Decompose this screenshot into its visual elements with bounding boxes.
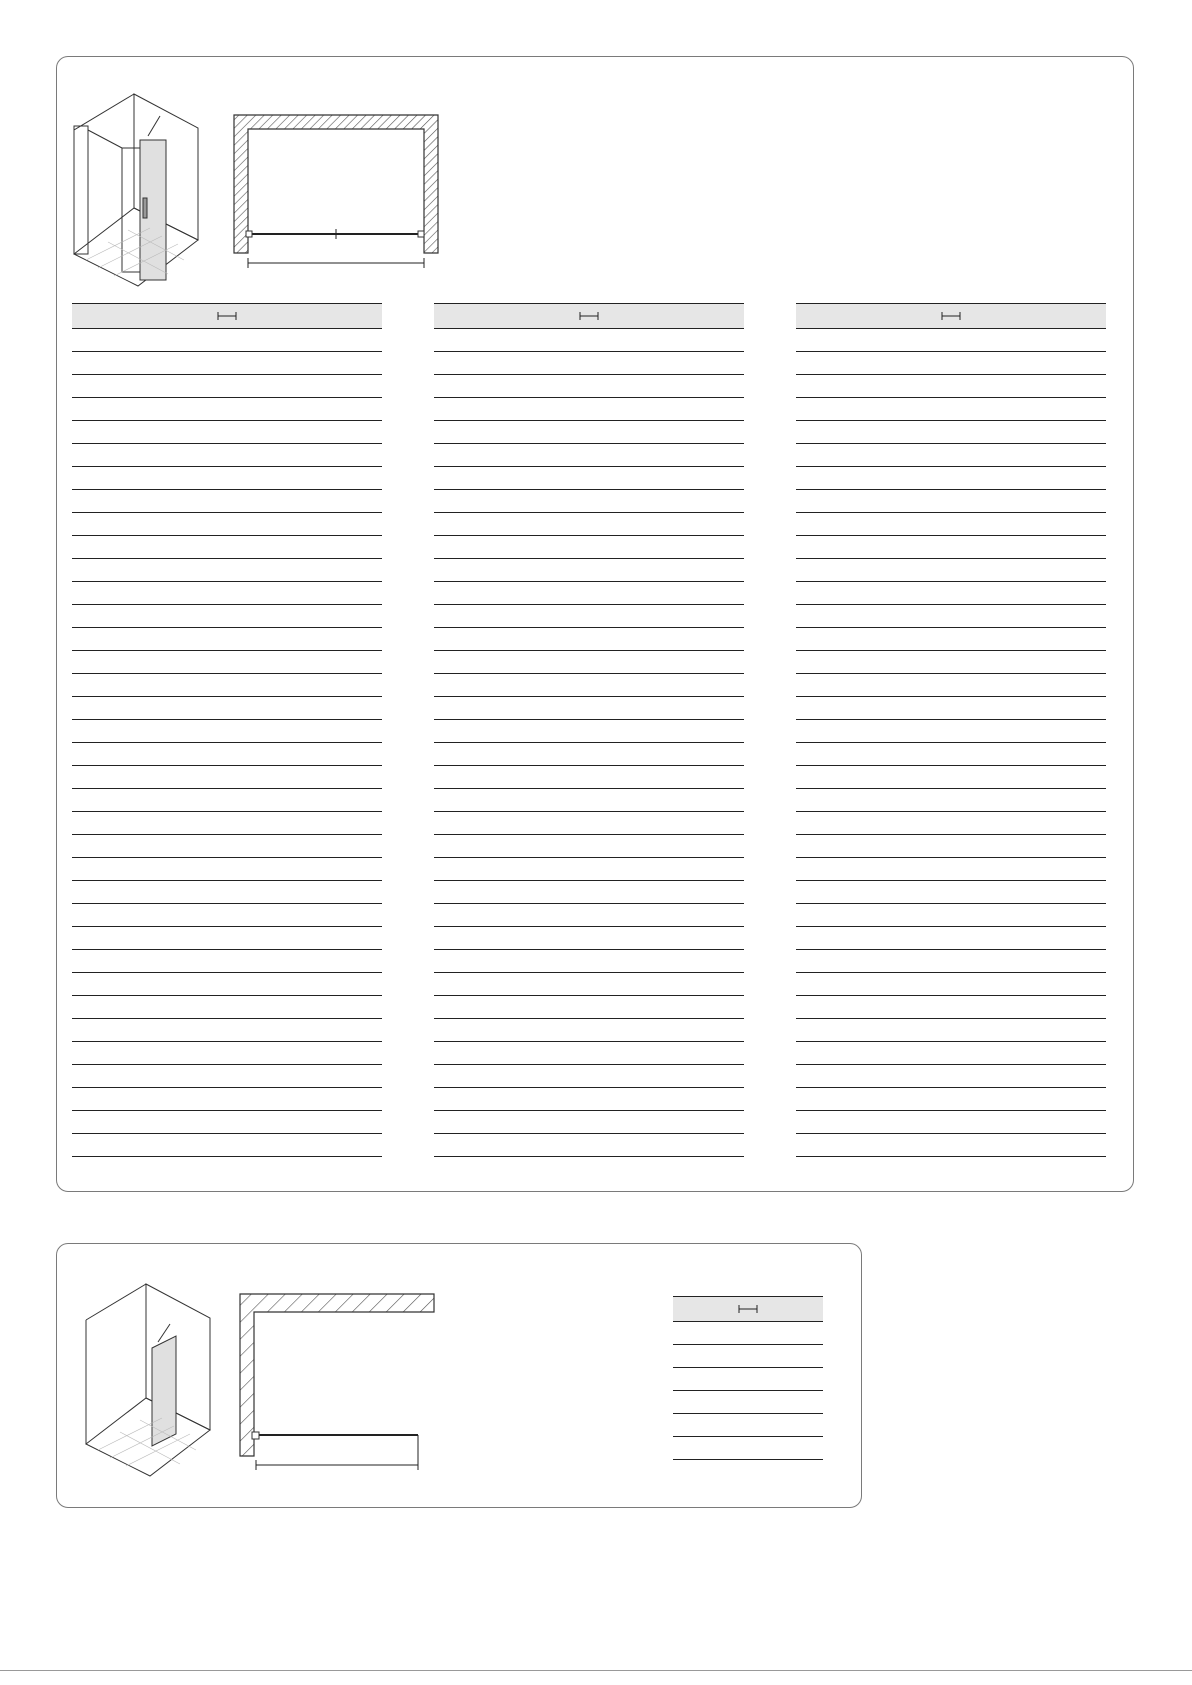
table-row	[673, 1368, 823, 1391]
page-footer-rule	[0, 1670, 1192, 1671]
table-row	[796, 720, 1106, 743]
floor-plan-diagram	[232, 113, 440, 273]
table-row	[434, 1042, 744, 1065]
table-row	[796, 904, 1106, 927]
table-row	[796, 927, 1106, 950]
table-header	[72, 303, 382, 329]
table-row	[72, 398, 382, 421]
table-row	[72, 927, 382, 950]
table-row	[434, 1134, 744, 1157]
table-row	[796, 697, 1106, 720]
table-row	[796, 375, 1106, 398]
size-table-4	[673, 1296, 823, 1460]
table-row	[72, 881, 382, 904]
table-row	[796, 352, 1106, 375]
size-table-3	[796, 303, 1106, 1157]
table-row	[796, 421, 1106, 444]
table-row	[796, 559, 1106, 582]
table-row	[72, 720, 382, 743]
table-row	[796, 881, 1106, 904]
table-row	[434, 536, 744, 559]
table-row	[796, 329, 1106, 352]
table-row	[796, 835, 1106, 858]
table-row	[673, 1322, 823, 1345]
table-row	[796, 467, 1106, 490]
table-row	[434, 973, 744, 996]
table-row	[796, 1111, 1106, 1134]
table-row	[796, 398, 1106, 421]
table-row	[434, 881, 744, 904]
table-row	[72, 467, 382, 490]
table-row	[72, 697, 382, 720]
table-row	[434, 927, 744, 950]
table-row	[434, 766, 744, 789]
table-row	[72, 421, 382, 444]
table-row	[434, 743, 744, 766]
width-dimension-icon	[940, 311, 962, 321]
table-row	[796, 651, 1106, 674]
table-row	[72, 1111, 382, 1134]
table-row	[796, 582, 1106, 605]
table-row	[72, 1019, 382, 1042]
table-row	[72, 950, 382, 973]
table-row	[434, 1019, 744, 1042]
table-row	[796, 789, 1106, 812]
table-row	[434, 651, 744, 674]
table-row	[796, 1019, 1106, 1042]
table-row	[796, 973, 1106, 996]
table-row	[72, 651, 382, 674]
table-row	[796, 674, 1106, 697]
table-row	[72, 536, 382, 559]
table-row	[72, 858, 382, 881]
table-row	[434, 1111, 744, 1134]
table-row	[72, 812, 382, 835]
table-row	[796, 1065, 1106, 1088]
table-row	[434, 674, 744, 697]
width-dimension-icon	[216, 311, 238, 321]
size-table-2	[434, 303, 744, 1157]
table-row	[796, 1042, 1106, 1065]
table-row	[434, 444, 744, 467]
table-row	[72, 1088, 382, 1111]
table-row	[434, 789, 744, 812]
table-row	[434, 375, 744, 398]
table-row	[434, 352, 744, 375]
table-row	[72, 605, 382, 628]
table-row	[796, 858, 1106, 881]
table-row	[796, 536, 1106, 559]
table-row	[434, 398, 744, 421]
table-row	[434, 858, 744, 881]
table-row	[434, 950, 744, 973]
table-row	[434, 582, 744, 605]
table-row	[72, 904, 382, 927]
table-row	[72, 1065, 382, 1088]
table-row	[796, 950, 1106, 973]
table-row	[673, 1414, 823, 1437]
table-row	[72, 559, 382, 582]
table-row	[434, 605, 744, 628]
table-row	[72, 352, 382, 375]
table-row	[434, 996, 744, 1019]
table-row	[673, 1345, 823, 1368]
width-dimension-icon	[578, 311, 600, 321]
table-row	[72, 1042, 382, 1065]
table-row	[72, 375, 382, 398]
table-row	[72, 513, 382, 536]
table-header	[673, 1296, 823, 1322]
fixed-panel-floor-plan	[238, 1290, 438, 1476]
shower-enclosure-illustration	[68, 90, 204, 290]
table-row	[796, 743, 1106, 766]
table-row	[434, 904, 744, 927]
table-row	[434, 720, 744, 743]
table-row	[796, 1134, 1106, 1157]
table-row	[796, 628, 1106, 651]
table-row	[434, 329, 744, 352]
table-row	[796, 996, 1106, 1019]
table-row	[434, 812, 744, 835]
table-row	[72, 329, 382, 352]
table-row	[796, 444, 1106, 467]
table-row	[434, 421, 744, 444]
table-row	[434, 835, 744, 858]
table-row	[72, 582, 382, 605]
table-row	[72, 490, 382, 513]
width-dimension-icon	[737, 1304, 759, 1314]
table-row	[796, 605, 1106, 628]
table-row	[72, 996, 382, 1019]
table-row	[434, 697, 744, 720]
table-row	[434, 628, 744, 651]
table-row	[434, 467, 744, 490]
table-row	[72, 1134, 382, 1157]
table-row	[796, 1088, 1106, 1111]
table-row	[434, 1088, 744, 1111]
table-row	[434, 490, 744, 513]
table-row	[434, 513, 744, 536]
table-row	[72, 789, 382, 812]
table-row	[72, 973, 382, 996]
table-row	[796, 766, 1106, 789]
table-row	[796, 490, 1106, 513]
fixed-panel-illustration	[80, 1280, 216, 1480]
table-row	[72, 766, 382, 789]
table-row	[72, 835, 382, 858]
table-row	[72, 628, 382, 651]
table-row	[796, 513, 1106, 536]
table-row	[673, 1437, 823, 1460]
table-row	[72, 674, 382, 697]
table-header	[434, 303, 744, 329]
table-row	[673, 1391, 823, 1414]
size-table-1	[72, 303, 382, 1157]
table-row	[434, 559, 744, 582]
table-row	[796, 812, 1106, 835]
table-row	[434, 1065, 744, 1088]
table-row	[72, 444, 382, 467]
table-header	[796, 303, 1106, 329]
table-row	[72, 743, 382, 766]
